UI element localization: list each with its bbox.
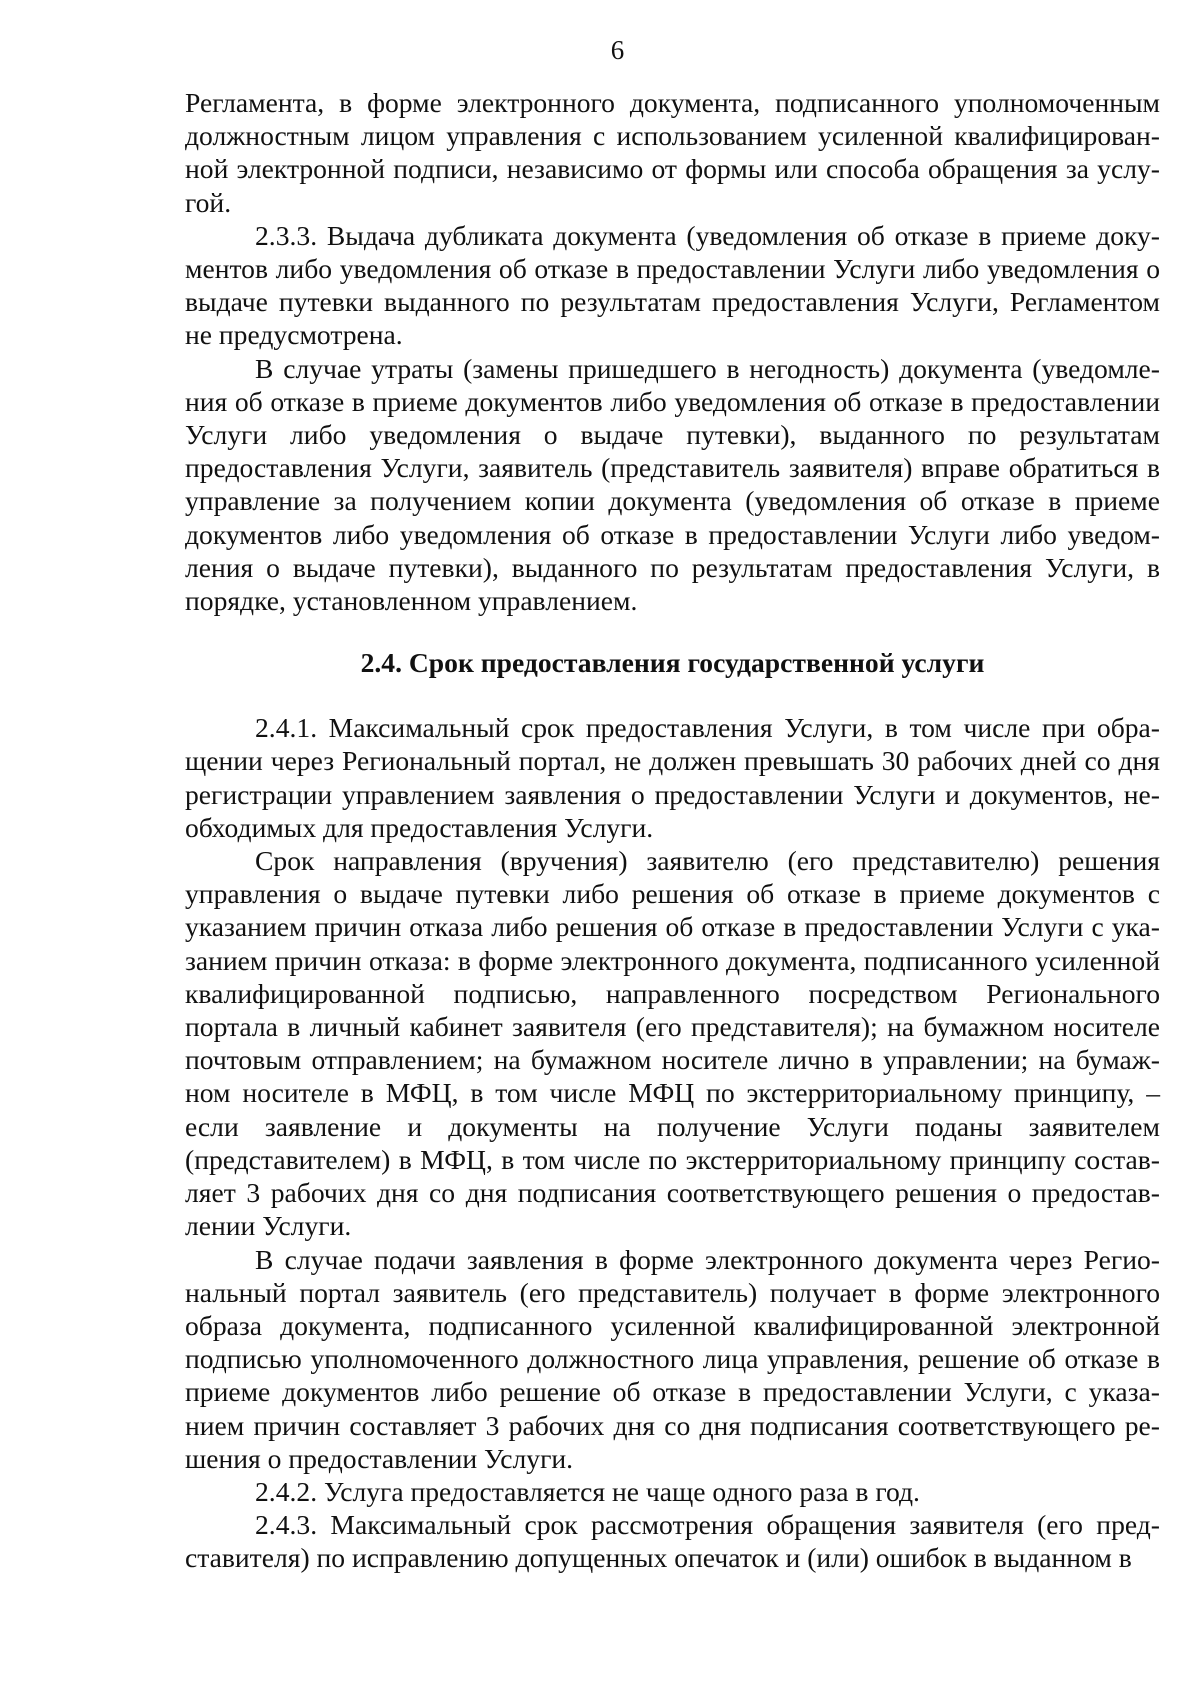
paragraph-delivery-term: Срок направления (вручения) заявителю (его представителю) решения управления о выдаче путевки либо решения об отказе в приеме документов с указанием причин отказа либо решения об отказе в предоставлении Услуги с указанием причин отказа: в форме электронного документа, подписанного усиленной квалифицированной подписью, направленного посредством Регионального портала в личный кабинет заявителя (его представителя); на бумажном носителе почтовым отправлением; на бумажном носителе лично в управлении; на бумажном носителе в МФЦ, в том числе МФЦ по экстерриториальному принципу, – если заявление и документы на получение Услуги поданы заявителем (представителем) в МФЦ, в том числе по экстерриториальному принципу составляет 3 рабочих дня со дня подписания соответствующего решения о предоставлении Услуги. [185, 845, 1160, 1242]
document-body [185, 86, 1160, 1575]
page-number: 6 [610, 35, 625, 65]
paragraph-2-3-3: 2.3.3. Выдача дубликата документа (уведомления об отказе в приеме документов либо уведомления об отказе в предоставлении Услуги либо уведомления о выдаче путевки выданного по результатам предоставления Услуги, Регламентом не предусмотрена. [185, 219, 1160, 351]
paragraph-2-4-2: 2.4.2. Услуга предоставляется не чаще одного раза в год. [255, 1475, 920, 1507]
paragraph-continuation: Регламента, в форме электронного документа, подписанного уполномоченным должностным лицом управления с использованием усиленной квалифицированной электронной подписи, независимо от формы или способа обращения за услугой. [185, 87, 1160, 218]
paragraph-2-4-1: 2.4.1. Максимальный срок предоставления Услуги, в том числе при обращении через Региональный портал, не должен превышать 30 рабочих дней со дня регистрации управлением заявления о предоставлении Услуги и документов, необходимых для предоставления Услуги. [185, 712, 1160, 843]
paragraph-electronic-submission: В случае подачи заявления в форме электронного документа через Региональный портал заявитель (его представитель) получает в форме электронного образа документа, подписанного усиленной квалифицированной электронной подписью уполномоченного должностного лица управления, решение об отказе в приеме документов либо решение об отказе в предоставлении Услуги, с указанием причин составляет 3 рабочих дня со дня подписания соответствующего решения о предоставлении Услуги. [185, 1243, 1160, 1474]
section-heading-2-4: 2.4. Срок предоставления государственной услуги [360, 647, 985, 679]
paragraph-2-4-3: 2.4.3. Максимальный срок рассмотрения обращения заявителя (его представителя) по исправлению допущенных опечаток и (или) ошибок в выданном в [185, 1509, 1160, 1574]
paragraph-loss-of-document: В случае утраты (замены пришедшего в негодность) документа (уведомления об отказе в приеме документов либо уведомления об отказе в предоставлении Услуги либо уведомления о выдаче путевки), выданного по результатам предоставления Услуги, заявитель (представитель заявителя) вправе обратиться в управление за получением копии документа (уведомления об отказе в приеме документов либо уведомления об отказе в предоставлении Услуги либо уведомления о выдаче путевки), выданного по результатам предоставления Услуги, в порядке, установленном управлением. [185, 352, 1160, 617]
